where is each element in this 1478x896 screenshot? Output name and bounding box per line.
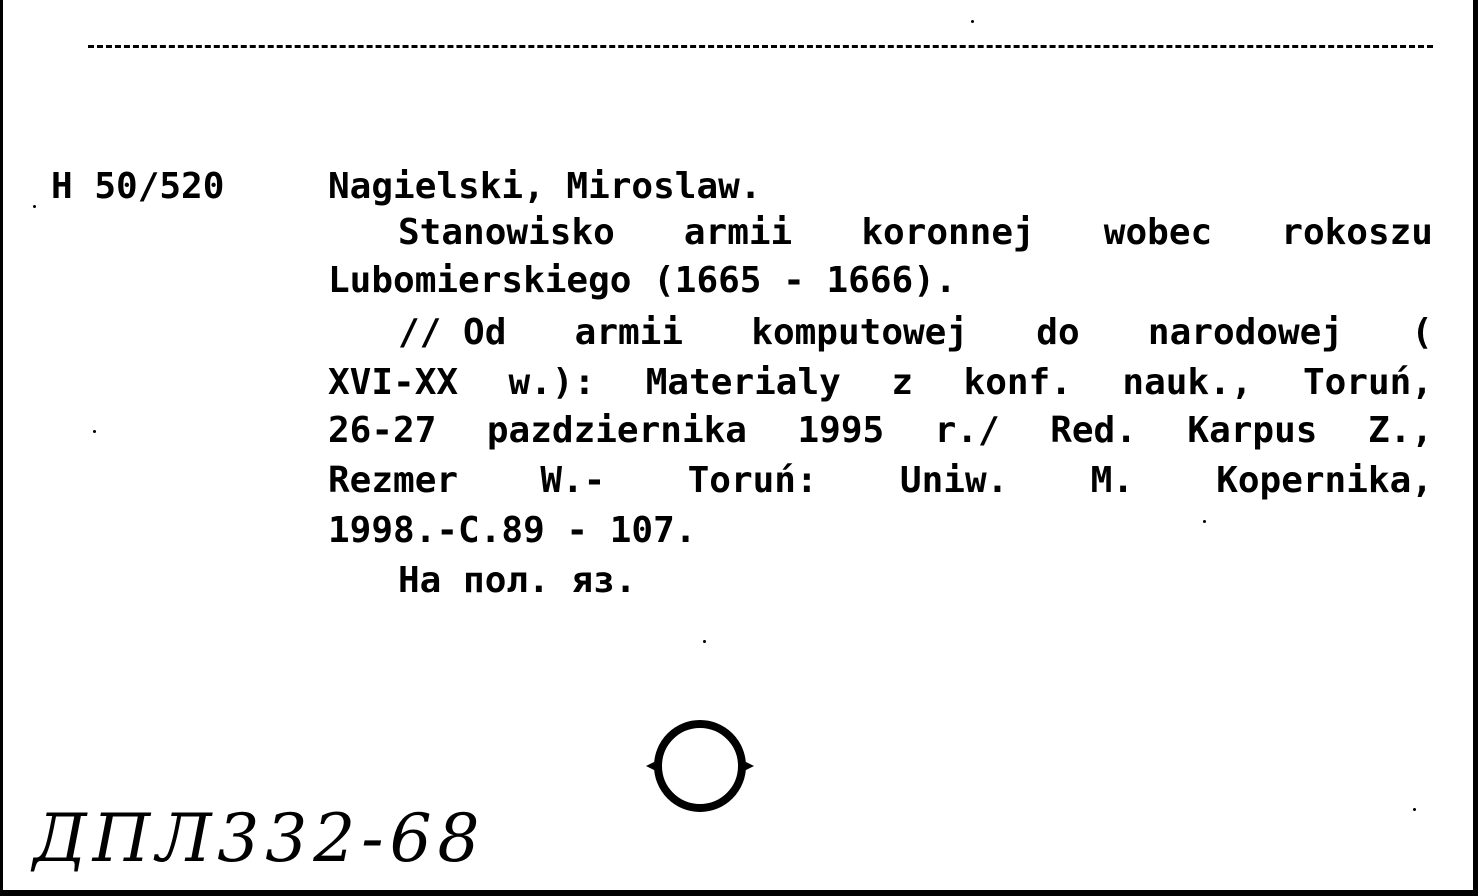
source-word: 26-27	[328, 410, 437, 451]
shelf-mark: H 50/520	[51, 166, 225, 207]
source-word: W.-	[540, 460, 606, 501]
source-word: Uniw.	[899, 460, 1009, 501]
source-line-1	[398, 312, 1433, 353]
paper-speck	[971, 20, 974, 23]
title-word: armii	[683, 212, 793, 253]
title-word: Stanowisko	[398, 212, 615, 253]
source-word: 1995	[797, 410, 885, 451]
source-line-2	[328, 362, 1433, 403]
dashed-top-rule	[88, 45, 1433, 48]
source-word: nauk.,	[1122, 362, 1253, 403]
source-word: (	[1411, 312, 1433, 353]
punch-hole-icon	[644, 716, 756, 816]
source-word: pazdziernika	[486, 410, 747, 451]
source-word: Toruń:	[687, 460, 818, 501]
paper-speck	[33, 205, 36, 208]
title-word: koronnej	[861, 212, 1035, 253]
handwritten-call-number: ДПЛ332-68	[33, 800, 486, 877]
source-word: Toruń,	[1302, 362, 1433, 403]
source-word: konf.	[963, 362, 1072, 403]
paper-speck	[93, 430, 96, 433]
source-word: Karpus	[1187, 410, 1318, 451]
source-word: XVI-XX	[328, 362, 459, 403]
language-note: На пол. яз.	[398, 560, 637, 601]
source-word: M.	[1090, 460, 1134, 501]
source-word: r./	[934, 410, 1000, 451]
source-word: w.):	[508, 362, 596, 403]
title-word: wobec	[1103, 212, 1213, 253]
source-word: z	[891, 362, 914, 403]
author-name: Nagielski, Miroslaw.	[328, 166, 762, 207]
source-word: Kopernika,	[1216, 460, 1433, 501]
source-word: Red.	[1050, 410, 1137, 451]
source-word: narodowej	[1147, 312, 1343, 353]
source-word: do	[1036, 312, 1080, 353]
source-word: // Od	[398, 312, 507, 353]
title-word: rokoszu	[1281, 212, 1433, 253]
paper-speck	[1413, 808, 1416, 811]
source-line-3	[328, 410, 1433, 451]
source-word: Z.,	[1367, 410, 1433, 451]
pages-line: 1998.-C.89 - 107.	[328, 510, 697, 551]
source-word: armii	[574, 312, 684, 353]
title-line-2: Lubomierskiego (1665 - 1666).	[328, 260, 957, 301]
source-word: komputowej	[751, 312, 969, 353]
paper-speck	[1203, 520, 1206, 523]
source-line-4	[328, 460, 1433, 501]
source-word: Materialy	[645, 362, 841, 403]
paper-speck	[703, 640, 706, 643]
source-word: Rezmer	[328, 460, 459, 501]
title-line-1	[398, 212, 1433, 253]
